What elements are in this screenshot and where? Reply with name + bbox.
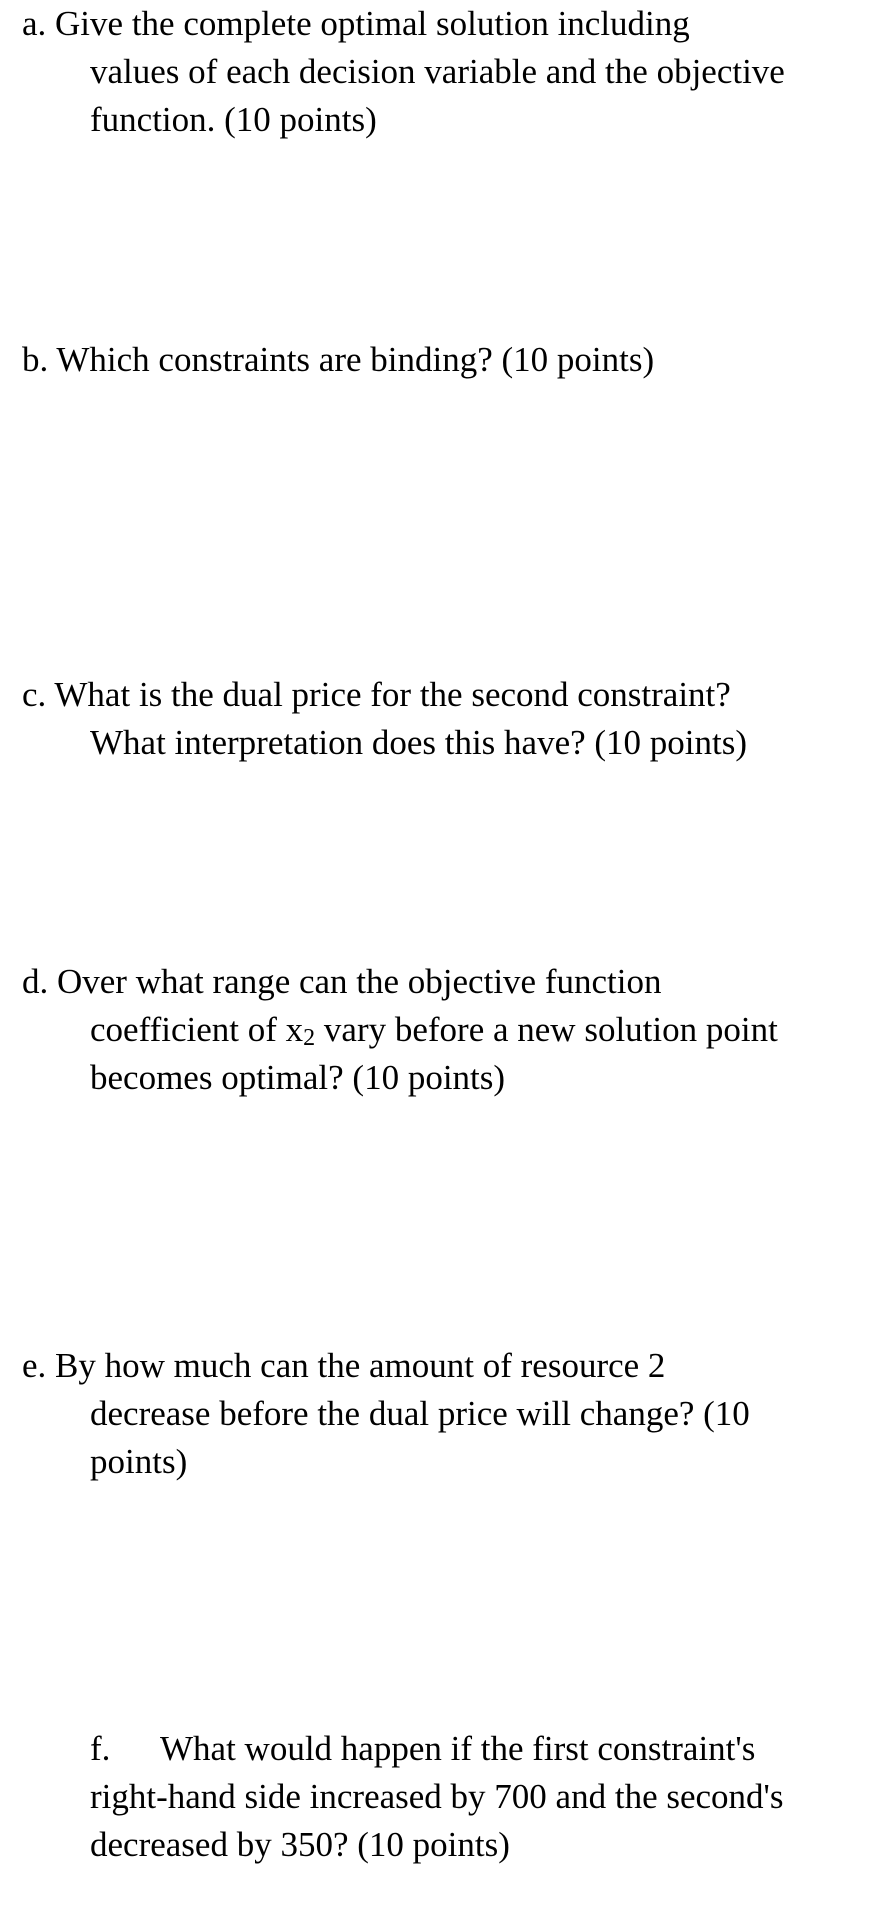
- question-d-line-3: becomes optimal? (10 points): [90, 1058, 506, 1097]
- question-e-line-2: decrease before the dual price will change? (10: [90, 1394, 750, 1433]
- question-d-line-2: [22, 1006, 882, 1054]
- question-f-line-1: [22, 1725, 882, 1773]
- question-a: [22, 0, 882, 144]
- question-c-line-2: What interpretation does this have? (10 points): [90, 723, 748, 762]
- question-f-letter: f.: [90, 1729, 111, 1768]
- question-c: [22, 671, 882, 767]
- question-e: [22, 1342, 882, 1486]
- question-c-line-1: c. What is the dual price for the second constraint?: [22, 675, 731, 714]
- question-b-line-1: b. Which constraints are binding? (10 points): [22, 340, 655, 379]
- question-f: [22, 1725, 882, 1869]
- question-b: [22, 336, 882, 384]
- question-d: [22, 958, 882, 1102]
- question-d-line-1: d. Over what range can the objective function: [22, 962, 662, 1001]
- question-d-line-2-after: vary before a new solution point: [315, 1010, 778, 1049]
- question-d-line-2-before: coefficient of x: [90, 1010, 304, 1049]
- question-a-line-3: function. (10 points): [90, 100, 377, 139]
- question-a-line-1: a. Give the complete optimal solution including: [22, 4, 690, 43]
- question-f-line-2: right-hand side increased by 700 and the second's: [90, 1777, 784, 1816]
- question-e-line-1: e. By how much can the amount of resource 2: [22, 1346, 666, 1385]
- question-a-line-2: values of each decision variable and the objective: [90, 52, 785, 91]
- subscript-2: 2: [303, 1025, 316, 1051]
- question-e-line-3: points): [90, 1442, 188, 1481]
- question-f-line-1-text: What would happen if the first constraint's: [160, 1729, 756, 1768]
- question-f-line-3: decreased by 350? (10 points): [90, 1825, 510, 1864]
